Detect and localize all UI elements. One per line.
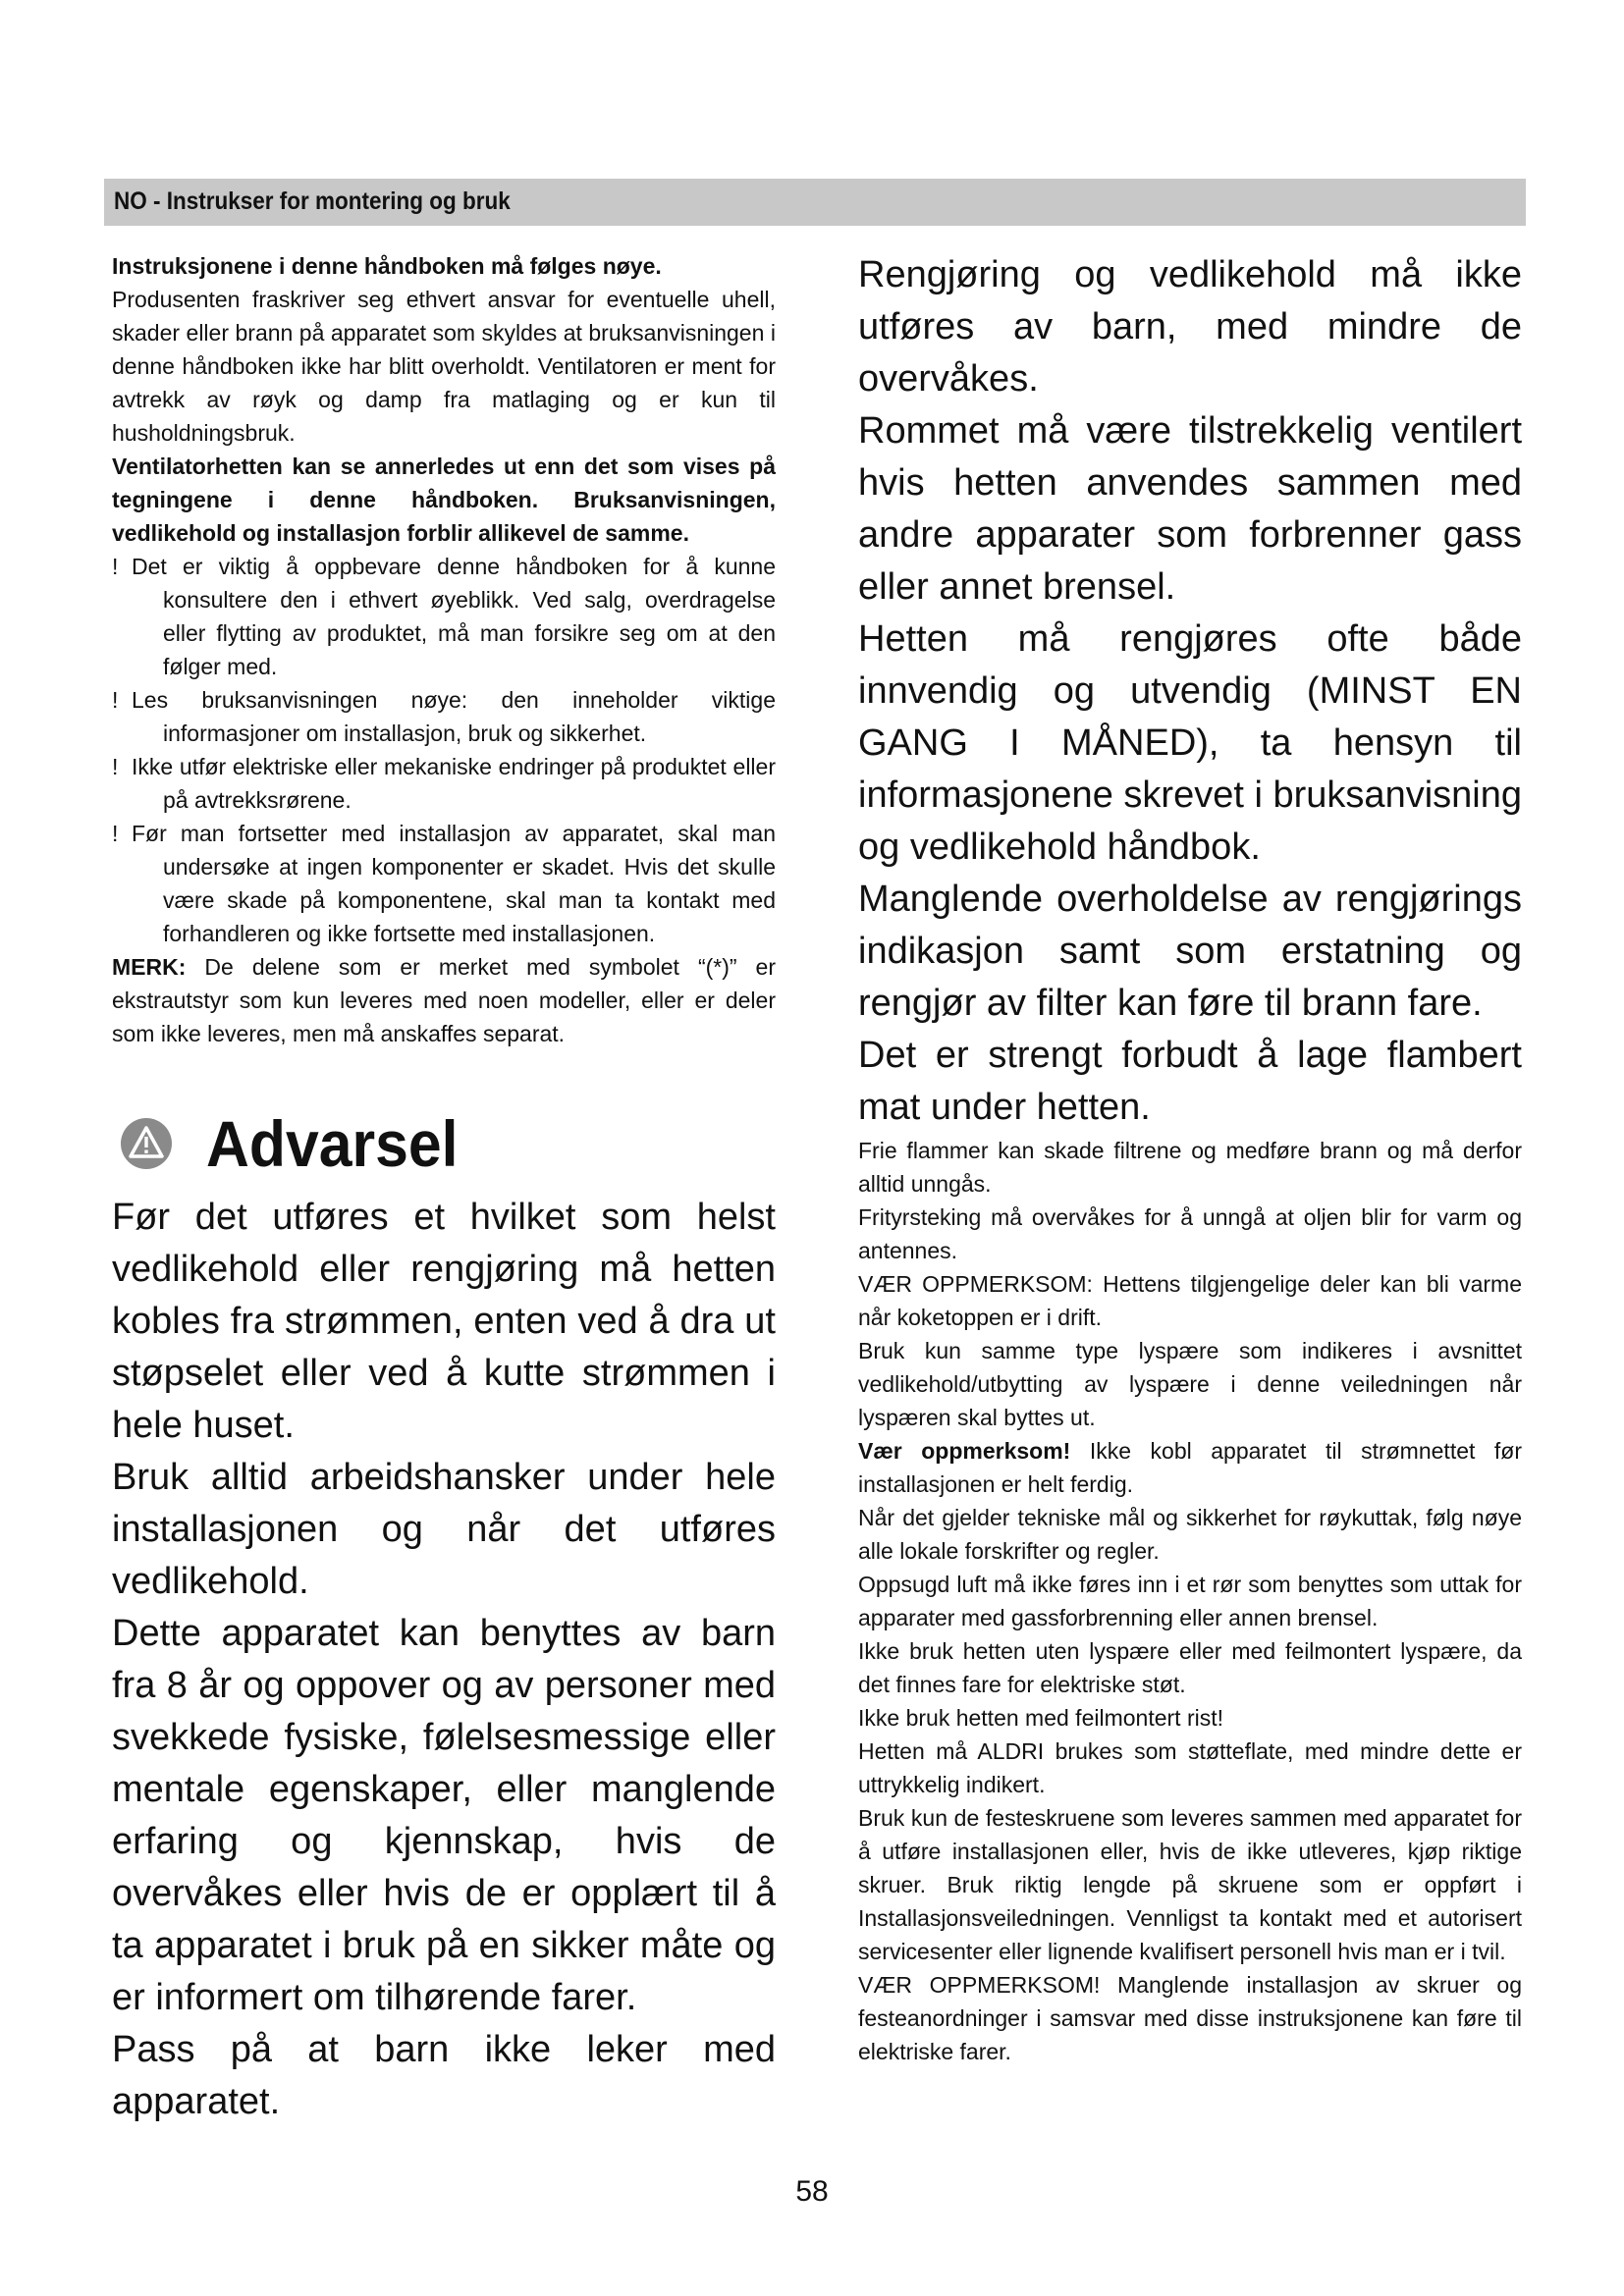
warning-paragraph: Bruk alltid arbeidshansker under hele installasjonen og når det utføres vedlikehold. [112, 1457, 776, 1602]
warning-title: Advarsel [206, 1107, 459, 1180]
intro-text: Produsenten fraskriver seg ethvert ansvar for eventuelle uhell, skader eller brann på apparatet som skyldes at bruksanvisningen i denne håndboken ikke har blitt overholdt. Ventilatoren er ment for avtrekk av røyk og damp fra matlaging og er kun til husholdningsbruk. [112, 287, 776, 446]
drawing-note: Ventilatorhetten kan se annerledes ut enn det som vises på tegningene i denne håndboken. Bruksanvisningen, vedlikehold og installasjon forblir allikevel de samme. [112, 454, 776, 546]
exclamation-mark: ! [112, 687, 119, 713]
list-item-text: Før man fortsetter med installasjon av apparatet, skal man undersøke at ingen komponenter er skadet. Hvis det skulle være skade på komponentene, skal man ta kontakt med forhandleren og ikke fortsette med installasjonen. [132, 821, 776, 946]
warning-paragraph: Dette apparatet kan benyttes av barn fra 8 år og oppover og av personer med svekkede fysiske, følelsesmessige eller mentale egenskaper, eller manglende erfaring og kjennskap, hvis de overvåkes eller hvis de er opplært til å ta apparatet i bruk på en sikker måte og er informert om tilhørende farer. [112, 1613, 776, 2018]
warning-paragraph: Rengjøring og vedlikehold må ikke utføres av barn, med mindre de overvåkes. [858, 254, 1522, 400]
attention-paragraph [858, 1434, 1522, 1501]
attention-text: Ikke kobl apparatet til strømnettet før installasjonen er helt ferdig. [858, 1438, 1522, 1497]
section-title: NO - Instrukser for montering og bruk [114, 187, 511, 215]
safety-paragraph: VÆR OPPMERKSOM: Hettens tilgjengelige deler kan bli varme når koketoppen er i drift. [858, 1271, 1522, 1330]
safety-paragraph: Bruk kun de festeskruene som leveres sammen med apparatet for å utføre installasjonen eller, hvis de ikke utleveres, kjøp riktige skruer. Bruk riktig lengde på skruene som er oppført i Installasjonsveiledningen. Vennligst ta kontakt med et autorisert servicesenter eller lignende kvalifisert personell hvis man er i tvil. [858, 1805, 1522, 1964]
safety-paragraph: Ikke bruk hetten med feilmontert rist! [858, 1705, 1223, 1731]
safety-paragraph: VÆR OPPMERKSOM! Manglende installasjon av skruer og festeanordninger i samsvar med disse instruksjonene kan føre til elektriske farer. [858, 1972, 1522, 2064]
right-column [858, 249, 1522, 2068]
safety-paragraph: Frie flammer kan skade filtrene og medføre brann og må derfor alltid unngås. [858, 1138, 1522, 1197]
warning-paragraph: Hetten må rengjøres ofte både innvendig og utvendig (MINST EN GANG I MÅNED), ta hensyn til informasjonene skrevet i bruksanvisning og vedlikehold håndbok. [858, 618, 1522, 868]
intro-bold: Instruksjonene i denne håndboken må følges nøye. [112, 253, 662, 279]
list-item [112, 683, 776, 750]
left-column-warnings [112, 1192, 776, 2128]
safety-paragraph: Ikke bruk hetten uten lyspære eller med feilmontert lyspære, da det finnes fare for elektriske støt. [858, 1638, 1522, 1697]
list-item [112, 817, 776, 950]
warning-paragraph: Pass på at barn ikke leker med apparatet. [112, 2029, 776, 2122]
exclamation-mark: ! [112, 821, 119, 846]
section-header-bar [104, 179, 1526, 226]
safety-paragraph: Når det gjelder tekniske mål og sikkerhet for røykuttak, følg nøye alle lokale forskrifter og regler. [858, 1505, 1522, 1564]
merk-text: De delene som er merket med symbolet “(*)” er ekstrautstyr som kun leveres med noen modeller, eller er deler som ikke leveres, men må anskaffes separat. [112, 954, 776, 1046]
safety-paragraph: Bruk kun samme type lyspære som indikeres i avsnittet vedlikehold/utbytting av lyspære i denne veiledningen når lyspæren skal byttes ut. [858, 1338, 1522, 1430]
safety-paragraph: Oppsugd luft må ikke føres inn i et rør som benyttes som uttak for apparater med gassforbrenning eller annen brensel. [858, 1572, 1522, 1630]
list-item-text: Det er viktig å oppbevare denne håndboken for å kunne konsultere den i ethvert øyeblikk. Ved salg, overdragelse eller flytting av produktet, må man forsikre seg om at den følger med. [132, 554, 776, 679]
warning-icon [120, 1117, 173, 1170]
attention-label: Vær oppmerksom! [858, 1438, 1071, 1464]
warning-paragraph: Rommet må være tilstrekkelig ventilert hvis hetten anvendes sammen med andre apparater som forbrenner gass eller annet brensel. [858, 410, 1522, 608]
bullet-list [112, 550, 776, 950]
merk-label: MERK: [112, 954, 187, 980]
list-item-text: Les bruksanvisningen nøye: den inneholder viktige informasjoner om installasjon, bruk og sikkerhet. [132, 687, 776, 746]
merk-note [112, 950, 776, 1050]
exclamation-mark: ! [112, 554, 119, 579]
warning-paragraph: Før det utføres et hvilket som helst vedlikehold eller rengjøring må hetten kobles fra strømmen, enten ved å dra ut støpselet eller ved å kutte strømmen i hele huset. [112, 1197, 776, 1446]
left-column-intro [112, 249, 776, 1050]
exclamation-mark: ! [112, 754, 119, 779]
warning-paragraph: Det er strengt forbudt å lage flambert mat under hetten. [858, 1035, 1522, 1128]
page-number: 58 [795, 2175, 829, 2208]
safety-paragraph: Hetten må ALDRI brukes som støtteflate, med mindre dette er uttrykkelig indikert. [858, 1738, 1522, 1797]
warning-paragraph: Manglende overholdelse av rengjørings indikasjon samt som erstatning og rengjør av filter kan føre til brann fare. [858, 879, 1522, 1024]
safety-paragraph: Frityrsteking må overvåkes for å unngå at oljen blir for varm og antennes. [858, 1204, 1522, 1263]
list-item [112, 750, 776, 817]
list-item-text: Ikke utfør elektriske eller mekaniske endringer på produktet eller på avtrekksrørene. [132, 754, 776, 813]
list-item [112, 550, 776, 683]
